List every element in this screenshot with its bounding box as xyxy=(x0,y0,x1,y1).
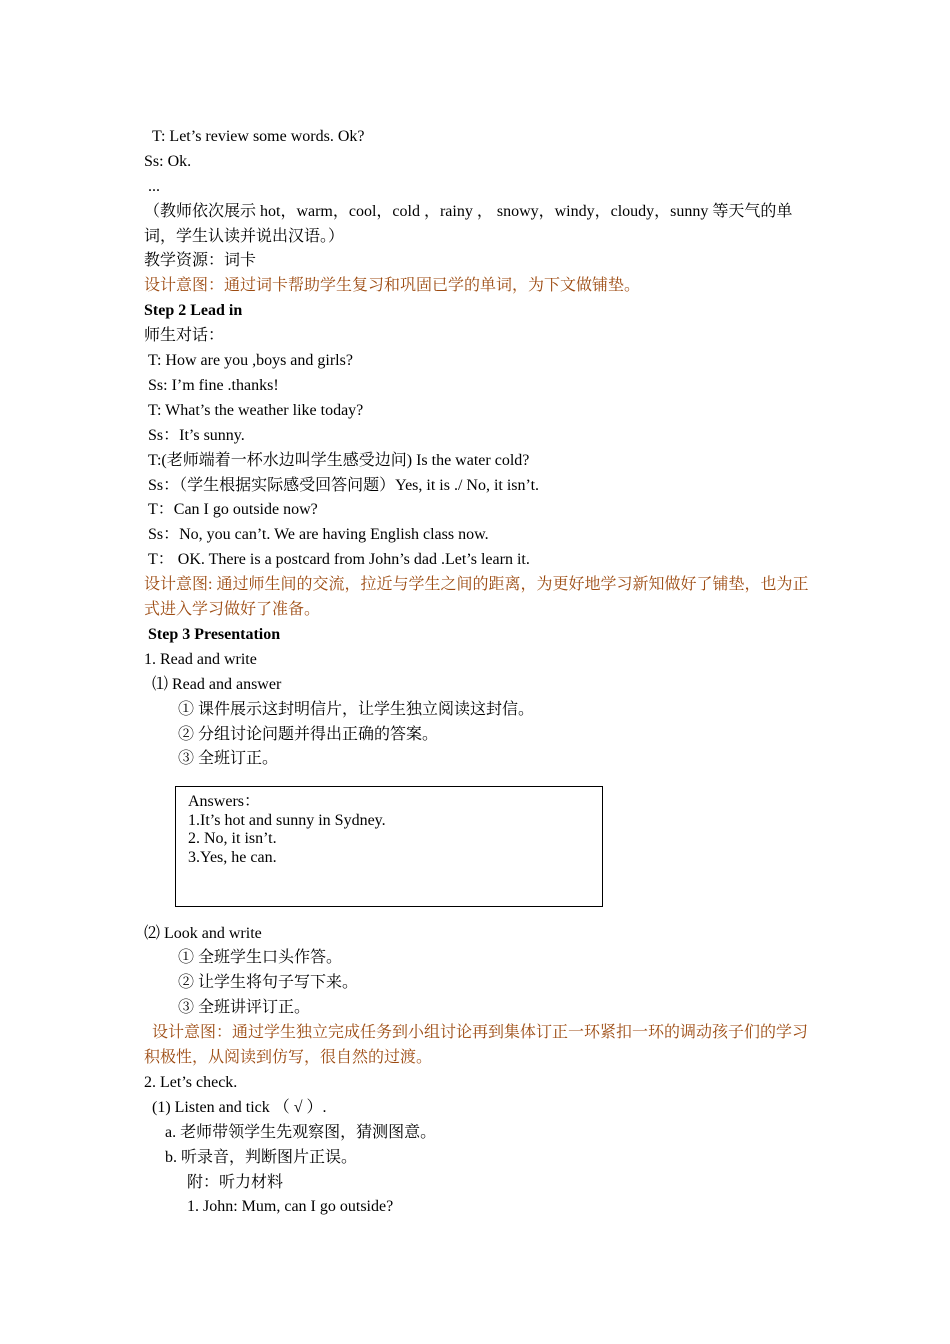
listening-material-line: 1. John: Mum, can I go outside? xyxy=(187,1198,394,1215)
instruction-paragraph: （教师依次展示 hot，warm，cool，cold ，rainy ， snowy，windy，cloudy，sunny 等天气的单词，学生认读并说出汉语。） xyxy=(144,203,793,245)
ellipsis-line: ... xyxy=(148,178,160,195)
design-intent-note: 设计意图: 通过师生间的交流，拉近与学生之间的距离，为更好地学习新知做好了铺垫，也为正式进入学习做好了准备。 xyxy=(144,576,809,618)
design-intent-note: 设计意图：通过词卡帮助学生复习和巩固已学的单词，为下文做铺垫。 xyxy=(144,277,641,294)
activity-step: ③ 全班讲评订正。 xyxy=(178,999,311,1016)
design-intent-note: 设计意图：通过学生独立完成任务到小组讨论再到集体订正一环紧扣一环的调动孩子们的学习积极性，从阅读到仿写，很自然的过渡。 xyxy=(144,1024,809,1066)
section-heading: Step 2 Lead in xyxy=(144,302,243,319)
activity-step: ③ 全班订正。 xyxy=(178,750,279,767)
dialogue-line: T: What’s the weather like today? xyxy=(148,402,364,419)
activity-step: b. 听录音，判断图片正误。 xyxy=(165,1149,358,1166)
answer-line: 3.Yes, he can. xyxy=(188,848,277,866)
dialogue-line: Ss: Ok. xyxy=(144,153,192,170)
activity-step: ② 让学生将句子写下来。 xyxy=(178,974,359,991)
answers-title: Answers： xyxy=(188,793,260,810)
activity-heading: ⑴ Read and answer xyxy=(152,676,282,693)
activity-step: ② 分组讨论问题并得出正确的答案。 xyxy=(178,726,439,743)
activity-step: ① 全班学生口头作答。 xyxy=(178,949,343,966)
dialogue-line: Ss：No, you can’t. We are having English class now. xyxy=(148,526,489,543)
dialogue-line: T:(老师端着一杯水边叫学生感受边问) Is the water cold? xyxy=(148,452,530,469)
dialogue-line: Ss: I’m fine .thanks! xyxy=(148,377,279,394)
answer-line: 1.It’s hot and sunny in Sydney. xyxy=(188,811,386,829)
subsection-heading: 1. Read and write xyxy=(144,651,257,668)
section-label: 师生对话： xyxy=(144,327,225,344)
activity-heading: (1) Listen and tick （ √ ）. xyxy=(152,1099,327,1116)
answers-box xyxy=(175,786,603,907)
dialogue-line: Ss：It’s sunny. xyxy=(148,427,245,444)
activity-step: ① 课件展示这封明信片，让学生独立阅读这封信。 xyxy=(178,701,535,718)
dialogue-line: T: How are you ,boys and girls? xyxy=(148,352,353,369)
subsection-heading: 2. Let’s check. xyxy=(144,1074,238,1091)
activity-heading: ⑵ Look and write xyxy=(144,925,262,942)
resource-line: 教学资源：词卡 xyxy=(144,252,257,269)
appendix-label: 附：听力材料 xyxy=(187,1174,284,1191)
dialogue-line: T: Let’s review some words. Ok? xyxy=(152,128,365,145)
dialogue-line: Ss：（学生根据实际感受回答问题）Yes, it is ./ No, it isn’t. xyxy=(148,477,540,494)
section-heading: Step 3 Presentation xyxy=(148,626,281,643)
dialogue-line: T：Can I go outside now? xyxy=(148,501,318,518)
answer-line: 2. No, it isn’t. xyxy=(188,830,277,847)
activity-step: a. 老师带领学生先观察图，猜测图意。 xyxy=(165,1124,437,1141)
dialogue-line: T： OK. There is a postcard from John’s dad .Let’s learn it. xyxy=(148,551,530,568)
